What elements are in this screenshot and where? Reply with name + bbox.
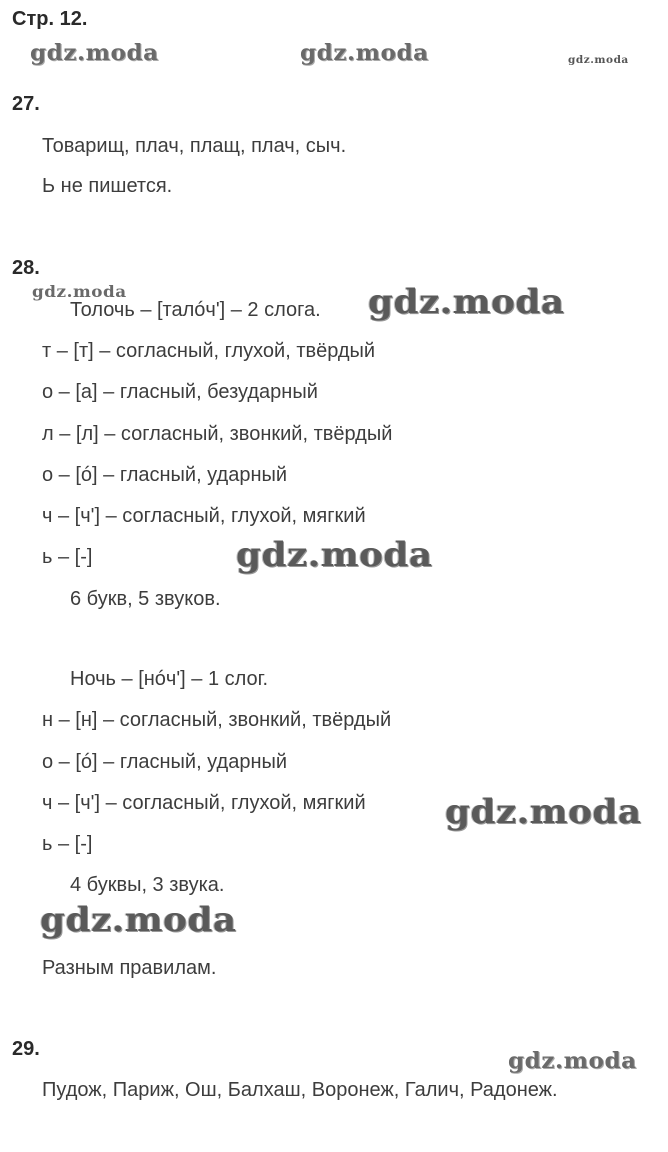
watermark: gdz.moda: [40, 900, 237, 940]
sound-line: ч – [ч'] – согласный, глухой, мягкий: [42, 505, 366, 527]
watermark: gdz.moda: [30, 40, 159, 66]
sound-line: ь – [-]: [42, 833, 93, 855]
summary-line: 6 букв, 5 звуков.: [70, 588, 221, 610]
watermark: gdz.moda: [368, 282, 565, 322]
watermark: gdz.moda: [236, 535, 433, 575]
exercise-number: 29.: [12, 1038, 40, 1060]
watermark: gdz.moda: [445, 792, 642, 832]
word-analysis-title: Толочь – [талóч'] – 2 слога.: [70, 299, 321, 321]
sound-line: т – [т] – согласный, глухой, твёрдый: [42, 340, 376, 362]
sound-line: ч – [ч'] – согласный, глухой, мягкий: [42, 792, 366, 814]
sound-line: л – [л] – согласный, звонкий, твёрдый: [42, 423, 393, 445]
answer-line: Пудож, Париж, Ош, Балхаш, Воронеж, Галич, Радонеж.: [42, 1079, 558, 1101]
watermark: gdz.moda: [32, 282, 127, 301]
exercise-number: 28.: [12, 257, 40, 279]
watermark: gdz.moda: [568, 55, 629, 66]
sound-line: о – [ó] – гласный, ударный: [42, 464, 288, 486]
watermark: gdz.moda: [300, 40, 429, 66]
exercise-number: 27.: [12, 93, 40, 115]
sound-line: н – [н] – согласный, звонкий, твёрдый: [42, 709, 392, 731]
answer-line: Товарищ, плач, плащ, плач, сыч.: [42, 135, 347, 157]
answer-line: Ь не пишется.: [42, 175, 173, 197]
word-analysis-title: Ночь – [нóч'] – 1 слог.: [70, 668, 269, 690]
summary-line: 4 буквы, 3 звука.: [70, 874, 225, 896]
sound-line: ь – [-]: [42, 546, 93, 568]
sound-line: о – [а] – гласный, безударный: [42, 381, 318, 403]
page-number-label: Стр. 12.: [12, 8, 88, 30]
sound-line: о – [ó] – гласный, ударный: [42, 751, 288, 773]
watermark: gdz.moda: [508, 1048, 637, 1074]
conclusion-line: Разным правилам.: [42, 957, 217, 979]
